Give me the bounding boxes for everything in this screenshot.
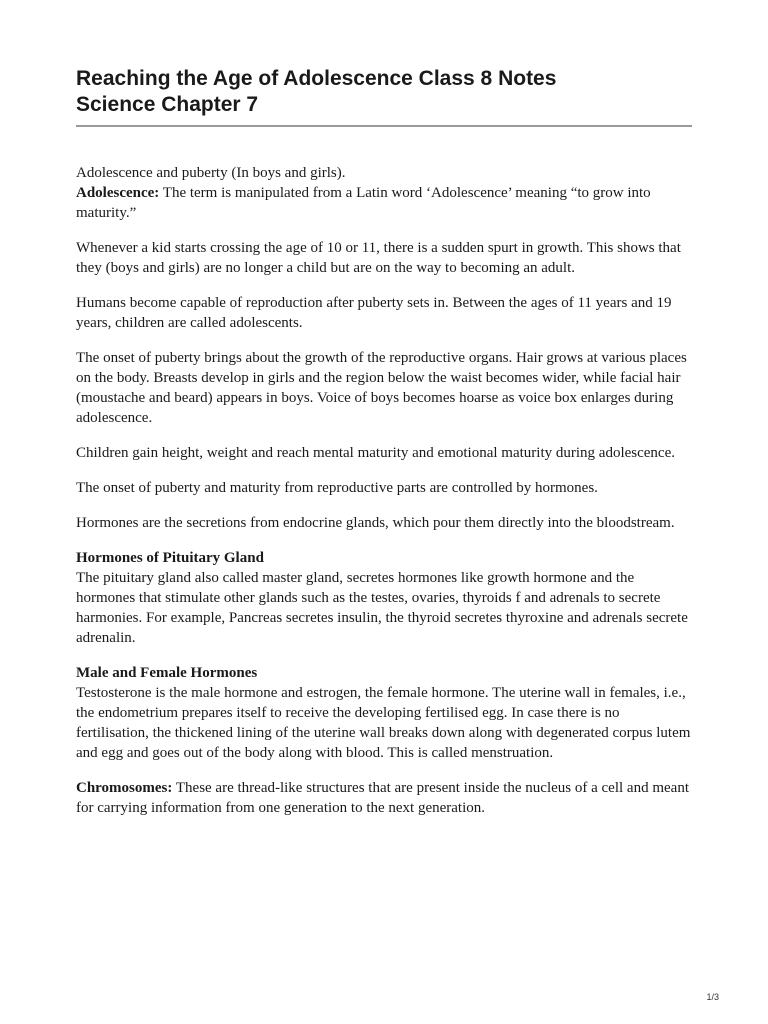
document-page [76, 66, 692, 833]
page-number: 1/3 [706, 992, 719, 1002]
section-chromosomes [76, 778, 692, 818]
paragraph-puberty-onset: The onset of puberty brings about the growth of the reproductive organs. Hair grows at various places on the body. Breasts develop in girls and the region below the waist becomes wider, while facial hair (moustache and beard) appears in boys. Voice of boys becomes hoarse as voice box enlarges during adolescence. [76, 350, 687, 426]
male-female-heading: Male and Female Hormones [76, 665, 258, 681]
adolescence-definition [76, 183, 692, 223]
intro-line: Adolescence and puberty (In boys and girls). [76, 165, 346, 181]
document-body [76, 163, 692, 818]
page-title [76, 66, 692, 118]
page-title-line-1: Reaching the Age of Adolescence Class 8 Notes [76, 67, 557, 90]
section-male-female-hormones [76, 663, 692, 763]
chromosomes-term: Chromosomes: [76, 780, 173, 796]
chromosomes-text: These are thread-like structures that are present inside the nucleus of a cell and meant for carrying information from one generation to the next generation. [76, 780, 689, 816]
adolescence-definition-text: The term is manipulated from a Latin word ‘Adolescence’ meaning “to grow into maturity.” [76, 185, 651, 221]
pituitary-text: The pituitary gland also called master gland, secretes hormones like growth hormone and the hormones that stimulate other glands such as the testes, ovaries, thyroids f and adrenals to secrete harmonies. For example, Pancreas secretes insulin, the thyroid secretes thyroxine and adrenals secrete adrenalin. [76, 570, 688, 646]
paragraph-growth-spurt: Whenever a kid starts crossing the age of 10 or 11, there is a sudden spurt in growth. This shows that they (boys and girls) are no longer a child but are on the way to becoming an adult. [76, 240, 681, 276]
adolescence-term: Adolescence: [76, 185, 160, 201]
paragraph-endocrine: Hormones are the secretions from endocrine glands, which pour them directly into the bloodstream. [76, 515, 675, 531]
page-title-line-2: Science Chapter 7 [76, 93, 259, 116]
paragraph-reproduction: Humans become capable of reproduction after puberty sets in. Between the ages of 11 years and 19 years, children are called adolescents. [76, 295, 672, 331]
paragraph-maturity: Children gain height, weight and reach mental maturity and emotional maturity during adolescence. [76, 445, 675, 461]
paragraph-hormone-control: The onset of puberty and maturity from reproductive parts are controlled by hormones. [76, 480, 598, 496]
title-divider [76, 125, 692, 127]
section-pituitary [76, 548, 692, 648]
pituitary-heading: Hormones of Pituitary Gland [76, 550, 264, 566]
male-female-text: Testosterone is the male hormone and estrogen, the female hormone. The uterine wall in females, i.e., the endometrium prepares itself to receive the developing fertilised egg. In case there is no fertilisation, the thickened lining of the uterine wall breaks down along with degenerated corpus lutem and egg and goes out of the body along with blood. This is called menstruation. [76, 685, 691, 761]
